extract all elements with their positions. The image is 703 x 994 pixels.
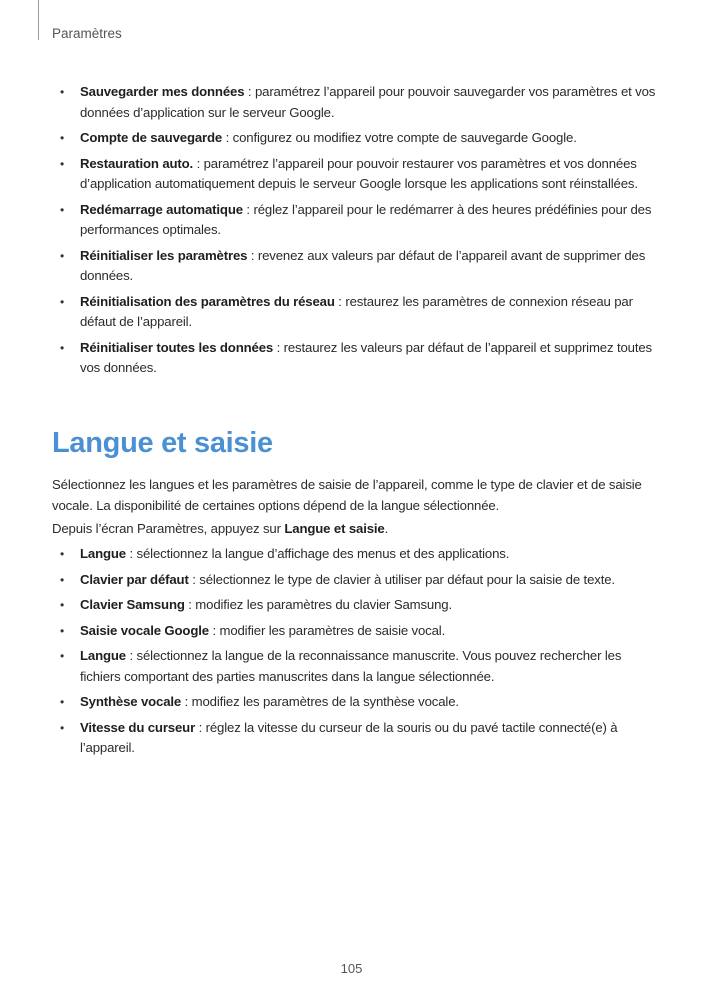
list-item [58,338,658,379]
item-description: : réglez la vitesse du curseur de la souris ou du pavé tactile connecté(e) à l’appareil. [80,719,618,755]
item-description: : revenez aux valeurs par défaut de l’appareil avant de supprimer des données. [80,247,646,283]
item-description: : restaurez les valeurs par défaut de l’appareil et supprimez toutes vos données. [80,339,652,375]
list-item [58,246,658,287]
header-rule [38,0,39,40]
navigation-path [52,519,662,540]
bullet-icon: • [60,572,65,587]
item-description: : sélectionnez la langue de la reconnaissance manuscrite. Vous pouvez rechercher les fichiers comportant des parties manuscrites dans la langue sélectionnée. [80,648,622,684]
item-description: : sélectionnez le type de clavier à utiliser par défaut pour la saisie de texte. [188,571,615,587]
item-term: Réinitialisation des paramètres du réseau [80,293,335,309]
bullet-icon: • [60,340,65,355]
list-item [58,82,658,123]
item-term: Sauvegarder mes données [80,84,245,99]
item-term: Saisie vocale Google [80,622,209,638]
list-item [58,128,658,149]
bullet-icon: • [60,695,65,709]
list-item [58,200,658,241]
page-number: 105 [340,961,363,976]
item-description: : paramétrez l’appareil pour pouvoir restaurer vos paramètres et vos données d’application automatiquement depuis le serveur Google lorsque les applications sont réinstallées. [80,155,638,191]
path-menu-item: Langue et saisie [284,521,385,536]
list-item [58,621,658,642]
list-item [58,718,658,759]
bullet-icon: • [60,720,65,735]
item-term: Vitesse du curseur [80,719,196,735]
header-title: Paramètres [52,26,122,41]
item-term: Clavier par défaut [80,571,189,587]
path-prefix: Depuis l’écran Paramètres, appuyez sur [52,521,285,536]
bullet-icon: • [60,202,65,217]
item-term: Langue [80,648,126,663]
list-item [58,154,658,195]
item-description: : modifier les paramètres de saisie vocal. [208,622,446,638]
item-description: : paramétrez l’appareil pour pouvoir sauvegarder vos paramètres et vos données d’application sur le serveur Google. [80,84,656,120]
bullet-icon: • [60,156,65,171]
bullet-icon: • [60,623,65,638]
item-description: : sélectionnez la langue d’affichage des menus et des applications. [126,546,510,561]
item-description: : modifiez les paramètres de la synthèse vocale. [181,694,459,709]
section-title: Langue et saisie [52,427,273,459]
list-item [58,544,658,565]
list-item [58,595,658,616]
item-description: : réglez l’appareil pour le redémarrer à des heures prédéfinies pour des performances optimales. [80,201,652,237]
path-suffix: . [384,521,389,536]
item-term: Restauration auto. [80,155,194,171]
section-intro: Sélectionnez les langues et les paramètres de saisie de l’appareil, comme le type de clavier et de saisie vocale. La disponibilité de certaines options dépend de la langue sélectionnée. [52,477,642,513]
bullet-icon: • [60,649,65,663]
item-term: Langue [80,546,126,561]
item-description: : modifiez les paramètres du clavier Samsung. [184,597,452,612]
item-term: Compte de sauvegarde [80,130,223,145]
item-term: Redémarrage automatique [80,201,243,217]
bullet-icon: • [60,248,65,263]
list-item [58,646,658,687]
item-description: : restaurez les paramètres de connexion réseau par défaut de l’appareil. [80,293,633,329]
bullet-icon: • [60,598,65,612]
bullet-icon: • [60,547,65,561]
bullet-icon: • [60,294,65,309]
item-term: Réinitialiser les paramètres [80,247,248,263]
bullet-icon: • [60,131,65,145]
settings-list [58,82,658,384]
item-term: Clavier Samsung [80,597,185,612]
bullet-icon: • [60,85,65,99]
language-list [58,544,658,764]
list-item [58,692,658,713]
item-term: Réinitialiser toutes les données [80,339,274,355]
item-description: : configurez ou modifiez votre compte de sauvegarde Google. [222,130,577,145]
list-item [58,570,658,591]
item-term: Synthèse vocale [80,694,182,709]
list-item [58,292,658,333]
